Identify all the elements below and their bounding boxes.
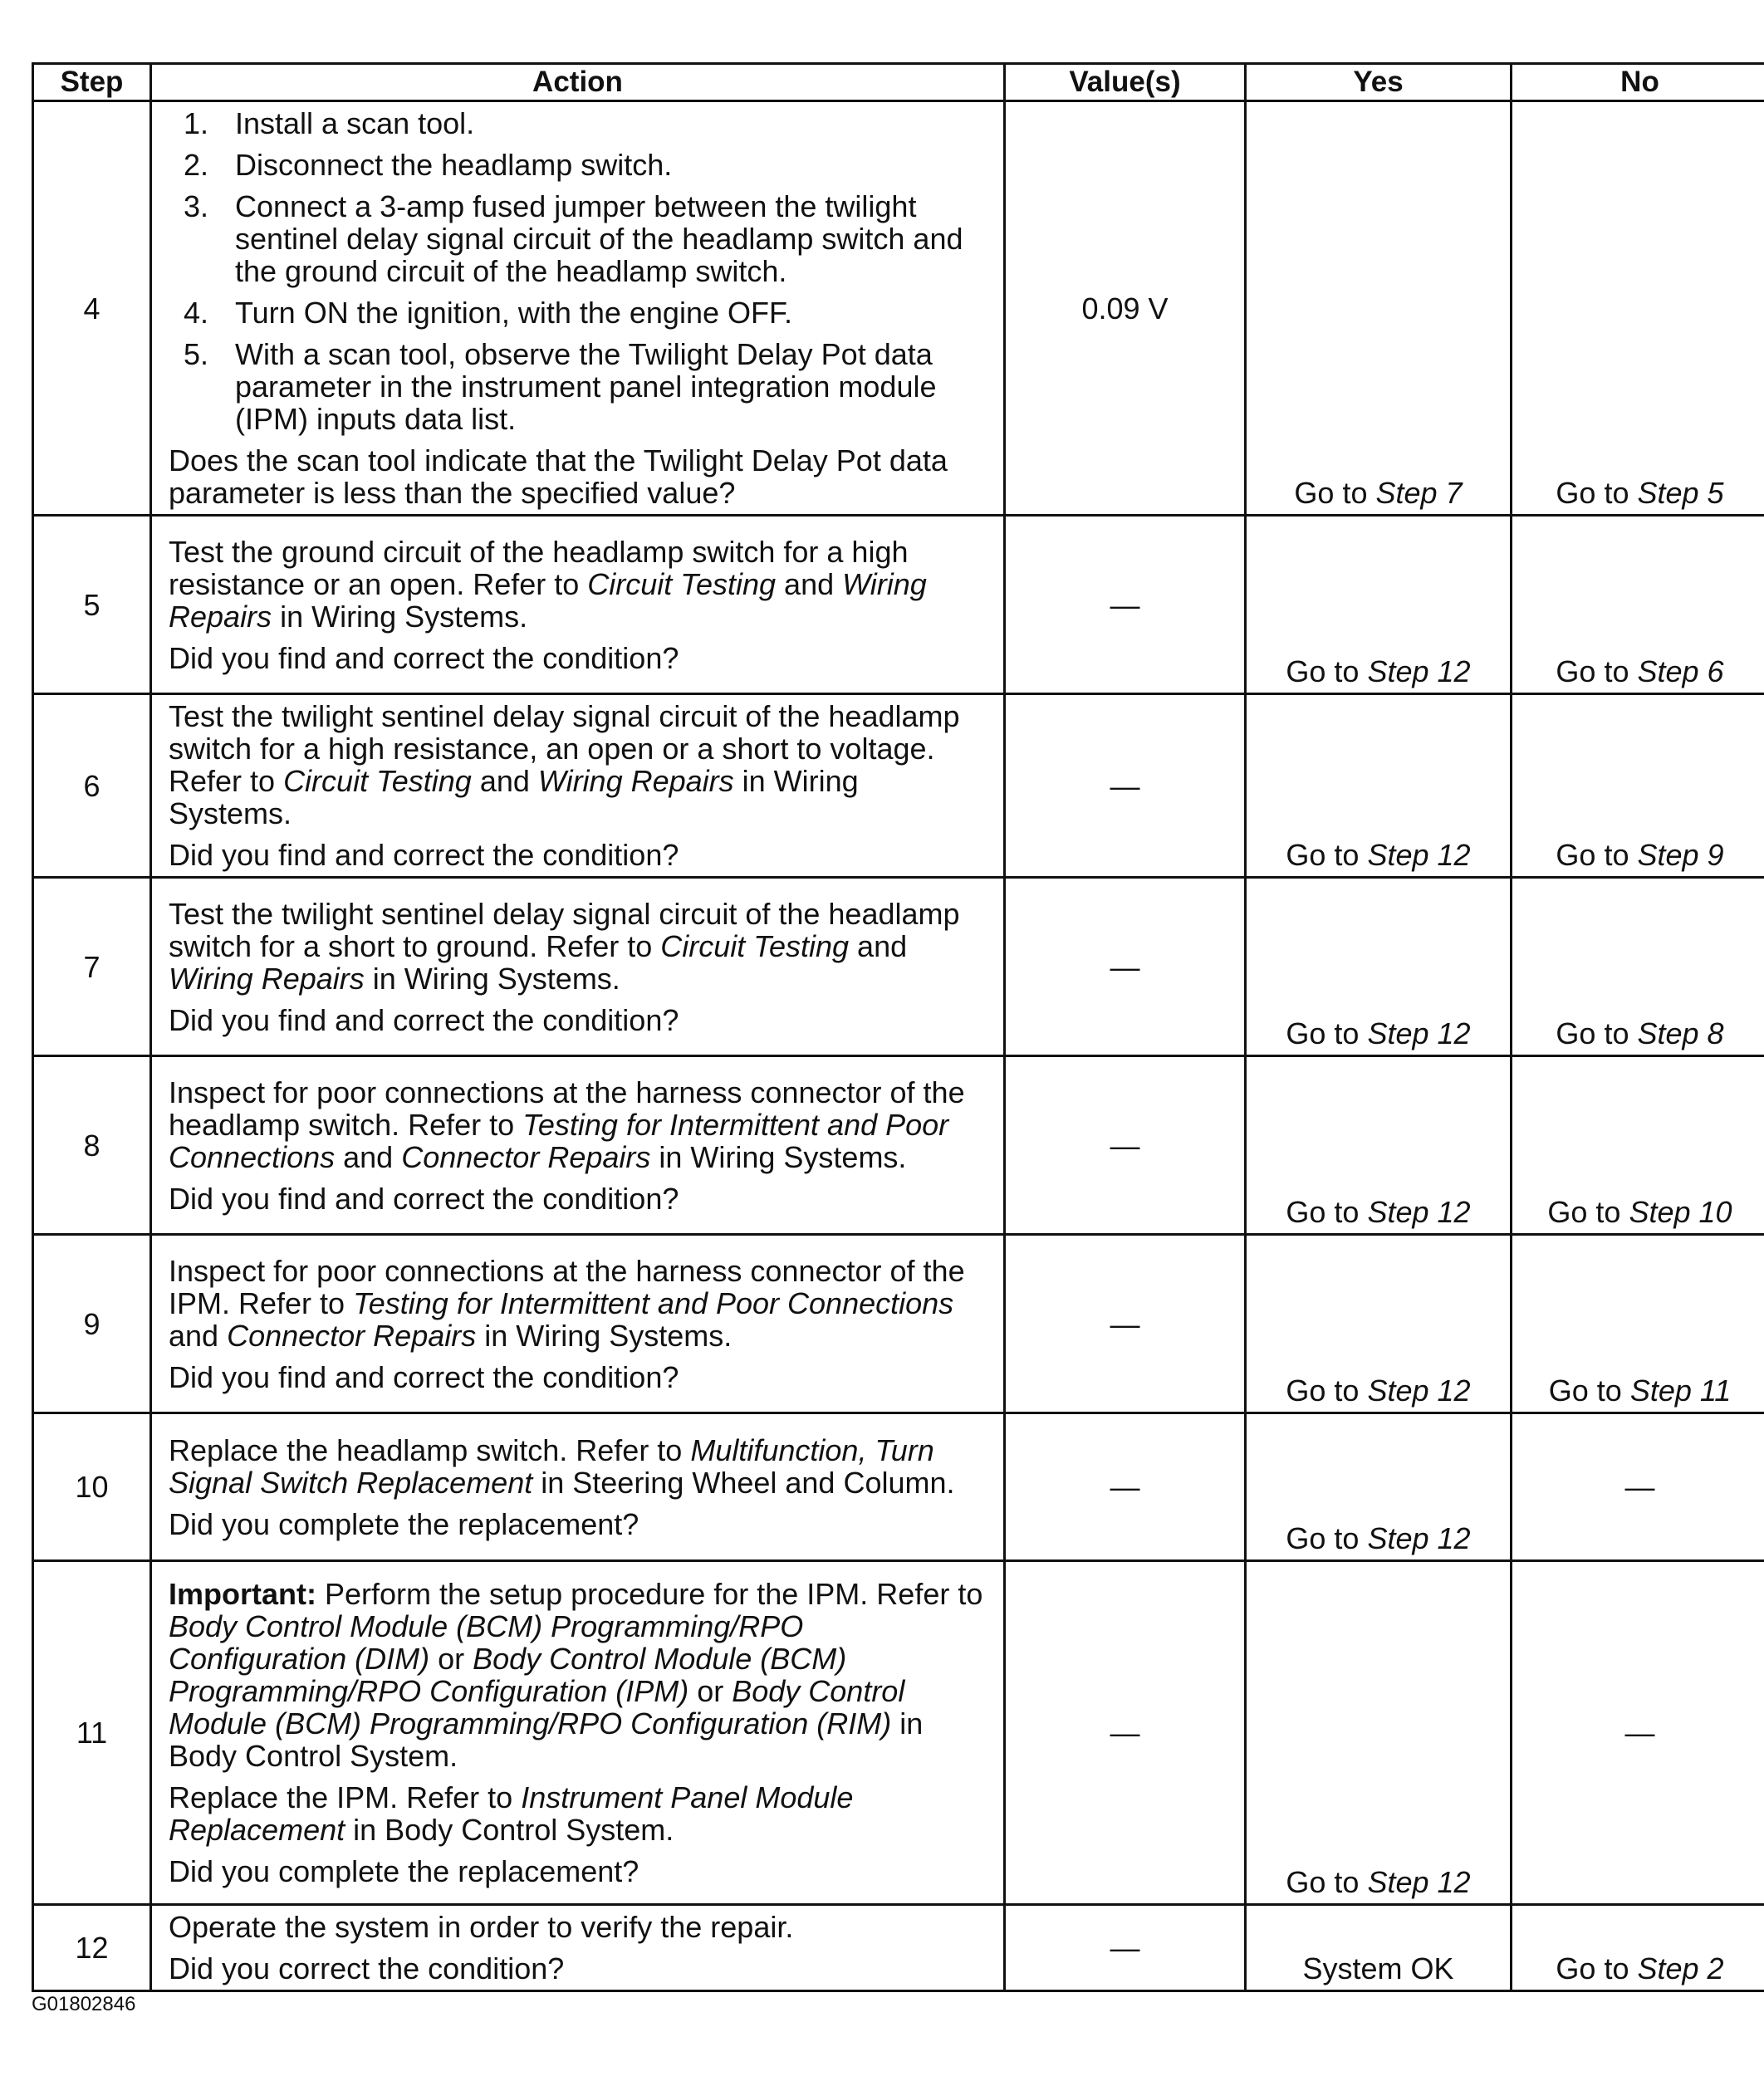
table-row xyxy=(33,878,1764,1056)
action-text: in Body Control System. xyxy=(169,1706,924,1773)
table-row xyxy=(33,1056,1764,1235)
no-step-reference: Step 5 xyxy=(1637,476,1724,510)
action-step-number: 2. xyxy=(184,148,209,182)
step-number: 9 xyxy=(33,1235,151,1413)
step-number: 6 xyxy=(33,694,151,878)
no-step-reference: Step 8 xyxy=(1637,1016,1724,1050)
yes-cell xyxy=(1246,1905,1512,1991)
action-cell xyxy=(151,1056,1005,1235)
reference-link-text: Testing for Intermittent and Poor Connections xyxy=(353,1285,954,1320)
step-number: 8 xyxy=(33,1056,151,1235)
action-step-number: 5. xyxy=(184,337,209,371)
action-text: Test the twilight sentinel delay signal circuit of the headlamp switch for a high resistance, an open or a short to voltage. Refer to xyxy=(169,699,960,798)
step-number: 5 xyxy=(33,516,151,694)
value-cell: — xyxy=(1005,1056,1246,1235)
no-text: Go to xyxy=(1556,838,1638,872)
yes-step-reference: Step 12 xyxy=(1367,1865,1471,1899)
step-number: 12 xyxy=(33,1905,151,1991)
action-text: and xyxy=(776,566,843,601)
action-text: in Steering Wheel and Column. xyxy=(532,1465,955,1500)
action-text: Operate the system in order to verify the repair. xyxy=(169,1910,794,1944)
yes-text: System OK xyxy=(1302,1951,1454,1985)
action-cell xyxy=(151,516,1005,694)
action-step-item xyxy=(169,338,987,435)
yes-step-reference: Step 12 xyxy=(1367,1016,1471,1050)
no-cell xyxy=(1512,516,1764,694)
reference-link-text: Testing for Intermittent and Poor Connections xyxy=(169,1107,949,1174)
action-question: Did you complete the replacement? xyxy=(169,1854,639,1888)
action-step-item xyxy=(169,296,987,329)
yes-step-reference: Step 12 xyxy=(1367,654,1471,688)
action-text: Test the twilight sentinel delay signal circuit of the headlamp switch for a short to ground. Refer to xyxy=(169,896,960,963)
action-question: Does the scan tool indicate that the Twilight Delay Pot data parameter is less than the specified value? xyxy=(169,443,948,510)
yes-step-reference: Step 12 xyxy=(1367,1195,1471,1229)
action-step-item xyxy=(169,149,987,181)
no-step-reference: Step 10 xyxy=(1629,1195,1732,1229)
no-text: Go to xyxy=(1548,1373,1630,1408)
action-paragraph xyxy=(169,1076,987,1173)
reference-link-text: Wiring Repairs xyxy=(537,764,734,798)
no-text: Go to xyxy=(1547,1195,1629,1229)
action-text: Inspect for poor connections at the harness connector of the headlamp switch. Refer to xyxy=(169,1075,965,1142)
action-step-text: With a scan tool, observe the Twilight Delay Pot data parameter in the instrument panel integration module (IPM) inputs data list. xyxy=(235,337,937,436)
action-cell xyxy=(151,694,1005,878)
no-text: — xyxy=(1624,1470,1655,1504)
no-step-reference: Step 9 xyxy=(1637,838,1724,872)
value-cell: — xyxy=(1005,1413,1246,1561)
action-paragraph xyxy=(169,1578,987,1772)
action-text: in Body Control System. xyxy=(345,1813,674,1847)
step-number: 10 xyxy=(33,1413,151,1561)
action-paragraph xyxy=(169,536,987,633)
action-paragraph xyxy=(169,898,987,995)
value-cell: 0.09 V xyxy=(1005,101,1246,516)
step-number: 11 xyxy=(33,1561,151,1905)
yes-cell xyxy=(1246,878,1512,1056)
table-row xyxy=(33,694,1764,878)
value-cell: — xyxy=(1005,694,1246,878)
table-header-row xyxy=(33,64,1764,101)
yes-text: Go to xyxy=(1286,1016,1368,1050)
action-question: Did you find and correct the condition? xyxy=(169,1181,679,1216)
action-step-item xyxy=(169,107,987,140)
reference-link-text: Wiring Repairs xyxy=(169,566,927,634)
action-text: in Wiring Systems. xyxy=(272,599,528,634)
yes-text: Go to xyxy=(1286,1865,1368,1899)
yes-cell xyxy=(1246,516,1512,694)
table-row xyxy=(33,1905,1764,1991)
header-step: Step xyxy=(33,64,151,101)
reference-link-text: Instrument Panel Module Replacement xyxy=(169,1780,854,1847)
no-step-reference: Step 2 xyxy=(1637,1951,1724,1985)
no-text: Go to xyxy=(1556,476,1638,510)
action-paragraph xyxy=(169,1781,987,1846)
value-cell: — xyxy=(1005,1905,1246,1991)
action-cell xyxy=(151,1413,1005,1561)
action-paragraph xyxy=(169,700,987,830)
no-cell xyxy=(1512,1413,1764,1561)
diagnostic-table xyxy=(32,62,1764,1992)
action-text: or xyxy=(429,1642,473,1676)
action-text: and xyxy=(849,928,908,963)
header-action: Action xyxy=(151,64,1005,101)
header-yes: Yes xyxy=(1246,64,1512,101)
yes-cell xyxy=(1246,1413,1512,1561)
step-number: 4 xyxy=(33,101,151,516)
action-question: Did you complete the replacement? xyxy=(169,1506,639,1541)
no-cell xyxy=(1512,694,1764,878)
yes-cell xyxy=(1246,1056,1512,1235)
action-cell xyxy=(151,1235,1005,1413)
action-text: in Wiring Systems. xyxy=(650,1139,907,1174)
action-paragraph xyxy=(169,1434,987,1499)
action-cell xyxy=(151,1561,1005,1905)
action-step-number: 4. xyxy=(184,296,209,330)
yes-step-reference: Step 12 xyxy=(1367,1521,1471,1555)
action-text: Perform the setup procedure for the IPM. Refer to xyxy=(316,1577,983,1611)
no-text: Go to xyxy=(1556,1016,1638,1050)
action-text: or xyxy=(688,1674,733,1708)
yes-cell xyxy=(1246,1235,1512,1413)
action-step-item xyxy=(169,190,987,287)
no-text: Go to xyxy=(1556,1951,1638,1985)
yes-text: Go to xyxy=(1286,654,1368,688)
action-question: Did you find and correct the condition? xyxy=(169,1359,679,1394)
action-step-text: Connect a 3-amp fused jumper between the twilight sentinel delay signal circuit of the headlamp switch and the ground circuit of the headlamp switch. xyxy=(235,189,963,288)
table-row xyxy=(33,516,1764,694)
yes-step-reference: Step 12 xyxy=(1367,1373,1471,1408)
action-text: and xyxy=(169,1318,228,1353)
no-cell xyxy=(1512,1561,1764,1905)
reference-link-text: Multifunction, Turn Signal Switch Replacement xyxy=(169,1432,934,1500)
action-cell xyxy=(151,878,1005,1056)
value-cell: — xyxy=(1005,878,1246,1056)
header-values: Value(s) xyxy=(1005,64,1246,101)
reference-link-text: Circuit Testing xyxy=(587,566,777,601)
no-step-reference: Step 11 xyxy=(1629,1373,1732,1408)
action-cell xyxy=(151,1905,1005,1991)
no-cell xyxy=(1512,1905,1764,1991)
step-number: 7 xyxy=(33,878,151,1056)
yes-step-reference: Step 12 xyxy=(1367,838,1471,872)
reference-link-text: Circuit Testing xyxy=(660,928,850,963)
table-row xyxy=(33,1235,1764,1413)
no-step-reference: Step 6 xyxy=(1637,654,1724,688)
action-step-text: Turn ON the ignition, with the engine OFF. xyxy=(235,296,792,330)
yes-text: Go to xyxy=(1286,1521,1368,1555)
reference-link-text: Circuit Testing xyxy=(283,764,472,798)
action-text: in Wiring Systems. xyxy=(476,1318,733,1353)
value-cell: — xyxy=(1005,1235,1246,1413)
action-question: Did you find and correct the condition? xyxy=(169,838,679,872)
action-paragraph xyxy=(169,1255,987,1352)
action-paragraph xyxy=(169,1911,987,1943)
action-text: in Wiring Systems. xyxy=(169,764,859,830)
action-text: Inspect for poor connections at the harness connector of the IPM. Refer to xyxy=(169,1253,965,1320)
no-text: Go to xyxy=(1556,654,1638,688)
table-row xyxy=(33,1413,1764,1561)
yes-text: Go to xyxy=(1286,838,1368,872)
action-text: Replace the headlamp switch. Refer to xyxy=(169,1432,691,1467)
header-no: No xyxy=(1512,64,1764,101)
action-text: in Wiring Systems. xyxy=(364,961,620,996)
important-label: Important: xyxy=(169,1577,316,1611)
action-step-text: Install a scan tool. xyxy=(235,106,475,140)
action-text: Replace the IPM. Refer to xyxy=(169,1780,522,1814)
no-text: — xyxy=(1624,1716,1655,1750)
no-cell xyxy=(1512,878,1764,1056)
reference-link-text: Connector Repairs xyxy=(401,1139,651,1174)
value-cell: — xyxy=(1005,516,1246,694)
reference-link-text: Body Control Module (BCM) Programming/RPO Configuration (IPM) xyxy=(169,1642,847,1708)
reference-link-text: Body Control Module (BCM) Programming/RPO Configuration (RIM) xyxy=(169,1674,905,1741)
no-cell xyxy=(1512,1235,1764,1413)
yes-text: Go to xyxy=(1294,476,1376,510)
action-text: and xyxy=(335,1139,402,1174)
reference-link-text: Body Control Module (BCM) Programming/RPO Configuration (DIM) xyxy=(169,1609,804,1676)
yes-text: Go to xyxy=(1286,1373,1368,1408)
table-row xyxy=(33,1561,1764,1905)
yes-step-reference: Step 7 xyxy=(1375,476,1463,510)
action-question: Did you find and correct the condition? xyxy=(169,640,679,675)
action-question: Did you correct the condition? xyxy=(169,1951,565,1985)
action-step-number: 1. xyxy=(184,106,209,140)
action-question: Did you find and correct the condition? xyxy=(169,1002,679,1037)
reference-link-text: Wiring Repairs xyxy=(169,961,365,996)
action-step-text: Disconnect the headlamp switch. xyxy=(235,148,673,182)
value-cell: — xyxy=(1005,1561,1246,1905)
action-steps-list xyxy=(169,107,987,435)
yes-cell xyxy=(1246,1561,1512,1905)
table-row xyxy=(33,101,1764,516)
figure-id: G01802846 xyxy=(32,1993,136,2015)
action-text: Test the ground circuit of the headlamp switch for a high resistance or an open. Refer to xyxy=(169,534,909,601)
yes-cell xyxy=(1246,101,1512,516)
reference-link-text: Connector Repairs xyxy=(227,1318,477,1353)
action-step-number: 3. xyxy=(184,189,209,223)
yes-cell xyxy=(1246,694,1512,878)
action-text: and xyxy=(471,764,538,798)
no-cell xyxy=(1512,101,1764,516)
yes-text: Go to xyxy=(1286,1195,1368,1229)
action-cell xyxy=(151,101,1005,516)
table-body xyxy=(33,101,1764,1991)
no-cell xyxy=(1512,1056,1764,1235)
